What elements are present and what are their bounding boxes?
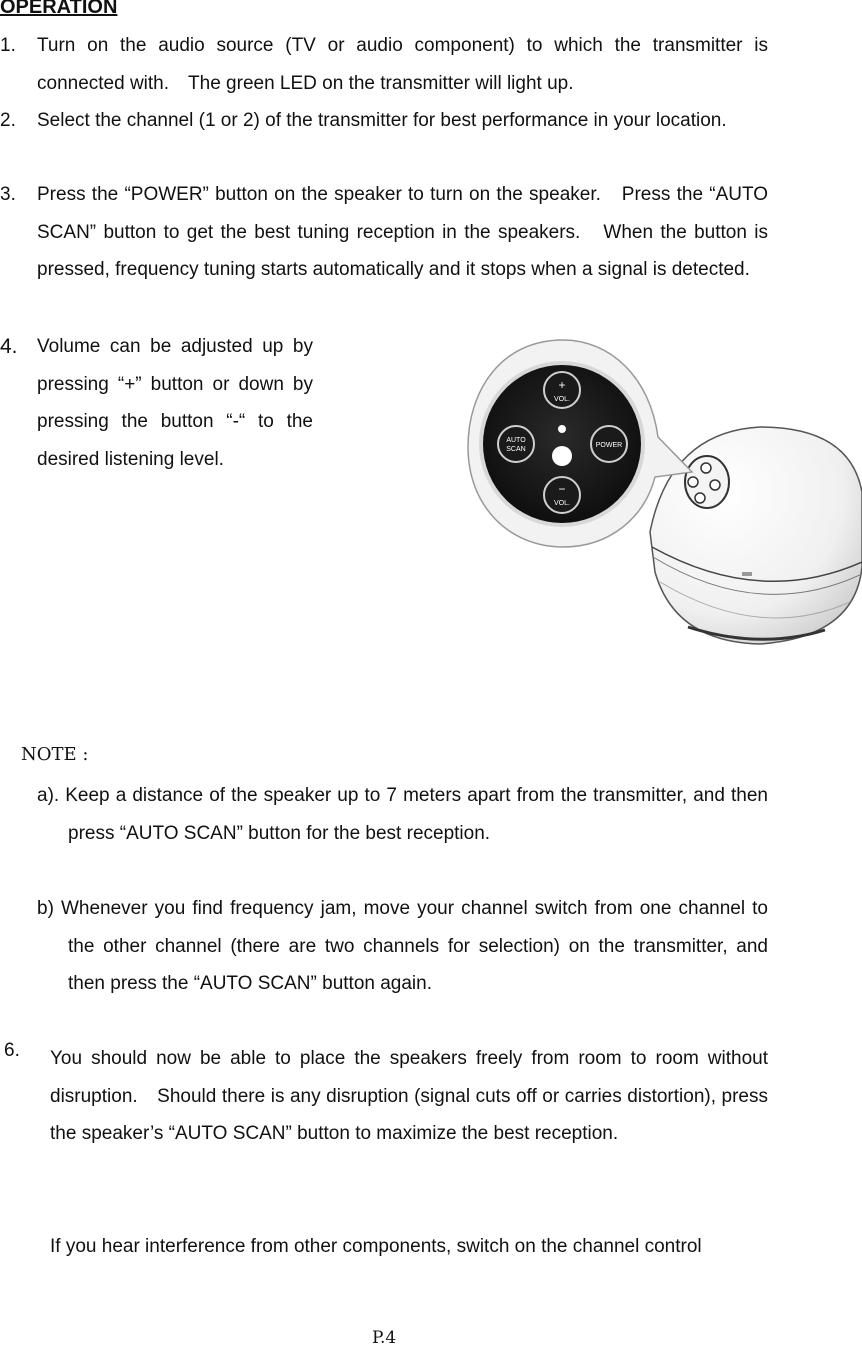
step-6-extra-text: If you hear interference from other components, switch on the channel control bbox=[50, 1236, 702, 1257]
step-number: 4. bbox=[0, 335, 18, 358]
volume-down-button bbox=[544, 477, 580, 513]
indicator-led bbox=[558, 425, 566, 433]
note-a: a). Keep a distance of the speaker up to 7 meters apart from the transmitter, and then press “AUTO SCAN” button for the best reception. bbox=[37, 785, 768, 844]
power-label: POWER bbox=[595, 442, 623, 449]
page-heading: OPERATION bbox=[0, 0, 118, 18]
step-text: Press the “POWER” button on the speaker to turn on the speaker. Press the “AUTO SCAN” button to get the best tuning reception in the speakers. When the button is pressed, frequency tuning starts automatically and it stops when a signal is detected. bbox=[37, 184, 768, 280]
center-button bbox=[552, 446, 572, 466]
minus-symbol: − bbox=[558, 482, 566, 496]
vol-label: VOL. bbox=[554, 396, 570, 403]
speaker-button-cluster bbox=[685, 456, 729, 508]
vol-label: VOL. bbox=[554, 500, 570, 507]
speaker-control-illustration bbox=[460, 332, 862, 652]
page-number: P.4 bbox=[372, 1328, 397, 1348]
scan-label: SCAN bbox=[506, 446, 526, 453]
note-label: NOTE : bbox=[21, 744, 89, 765]
auto-label: AUTO bbox=[506, 437, 526, 444]
power-button bbox=[591, 426, 627, 462]
volume-up-button bbox=[544, 372, 580, 408]
speaker-body bbox=[650, 427, 862, 644]
step-number: 1. bbox=[0, 35, 16, 56]
step-text: Select the channel (1 or 2) of the transmitter for best performance in your location. bbox=[37, 110, 727, 131]
step-number: 2. bbox=[0, 110, 16, 131]
step-text: Volume can be adjusted up by pressing “+” button or down by pressing the button “-“ to the desired listening level. bbox=[37, 336, 313, 470]
step-6-number: 6. bbox=[4, 1040, 20, 1061]
step-number: 3. bbox=[0, 184, 16, 205]
step-6-text: You should now be able to place the speakers freely from room to room without disruption. Should there is any disruption (signal cuts off or carries distortion), press the speaker’s “AUTO SCAN” button to maximize the best reception. bbox=[50, 1048, 768, 1144]
plus-symbol: + bbox=[558, 378, 566, 392]
note-b: b) Whenever you find frequency jam, move your channel switch from one channel to the other channel (there are two channels for selection) on the transmitter, and then press the “AUTO SCAN” button again. bbox=[37, 898, 768, 994]
auto-scan-button bbox=[498, 426, 534, 462]
step-text: Turn on the audio source (TV or audio component) to which the transmitter is connected with. The green LED on the transmitter will light up. bbox=[37, 35, 768, 94]
control-panel bbox=[479, 361, 645, 527]
